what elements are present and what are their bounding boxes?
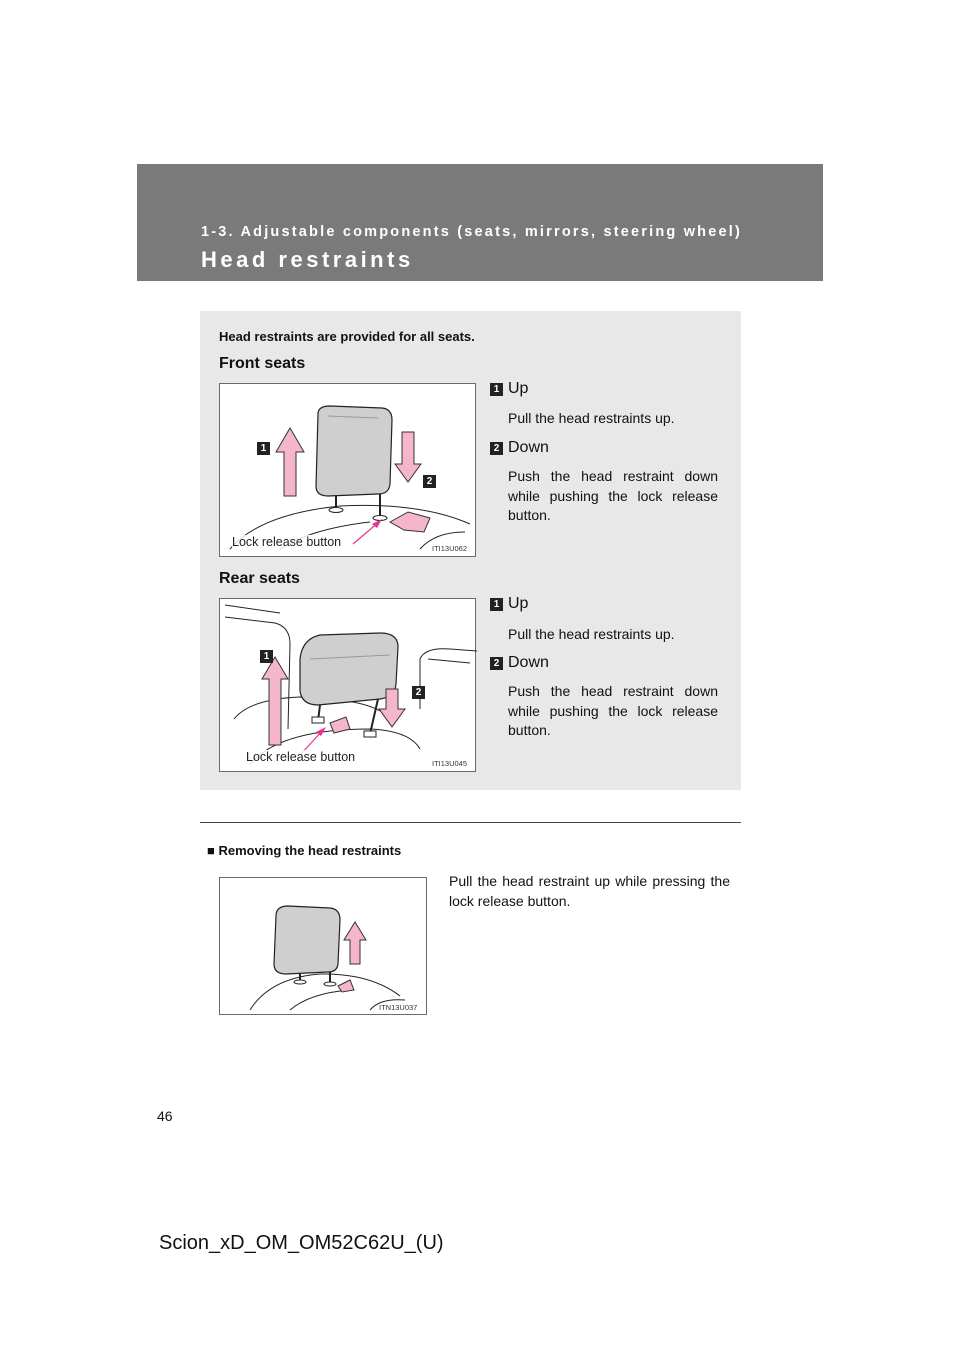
step-desc-up: Pull the head restraints up. (508, 410, 675, 426)
step-marker-1: 1 (490, 383, 503, 396)
lock-release-callout: Lock release button (246, 750, 356, 764)
figure-label-1: 1 (257, 442, 270, 455)
step-marker-2: 2 (490, 657, 503, 670)
rear-seat-figure (219, 598, 476, 772)
removing-figure (219, 877, 427, 1015)
step-desc-up: Pull the head restraints up. (508, 626, 675, 642)
step-desc-down: Push the head restraint down while pushing the lock release button. (508, 468, 718, 523)
figure-code: ITI13U062 (432, 544, 468, 553)
step-label-up: Up (508, 595, 529, 612)
document-footer: Scion_xD_OM_OM52C62U_(U) (159, 1232, 444, 1254)
page-number: 46 (157, 1108, 173, 1124)
figure-label-1: 1 (260, 650, 273, 663)
step-marker-2: 2 (490, 442, 503, 455)
info-panel (200, 311, 741, 790)
figure-code: ITN13U037 (379, 1003, 418, 1012)
figure-label-2: 2 (423, 475, 436, 488)
lock-release-callout: Lock release button (232, 535, 342, 549)
divider (200, 822, 741, 823)
section-title: 1-3. Adjustable components (seats, mirrors, steering wheel) (201, 224, 743, 240)
step-label-up: Up (508, 380, 529, 397)
step-desc-down: Push the head restraint down while pushing the lock release button. (508, 683, 718, 738)
rear-seats-heading: Rear seats (219, 570, 300, 587)
front-seat-figure (219, 383, 476, 557)
step-label-down: Down (508, 439, 549, 456)
figure-label-2: 2 (412, 686, 425, 699)
front-seats-heading: Front seats (219, 355, 306, 372)
removing-heading: ■ Removing the head restraints (207, 843, 402, 858)
page-title: Head restraints (201, 247, 414, 272)
intro-text: Head restraints are provided for all seats. (219, 329, 475, 344)
figure-code: ITI13U045 (432, 759, 468, 768)
step-label-down: Down (508, 654, 549, 671)
step-marker-1: 1 (490, 598, 503, 611)
removing-text: Pull the head restraint up while pressing the lock release button. (449, 873, 730, 909)
section-header (137, 164, 823, 281)
